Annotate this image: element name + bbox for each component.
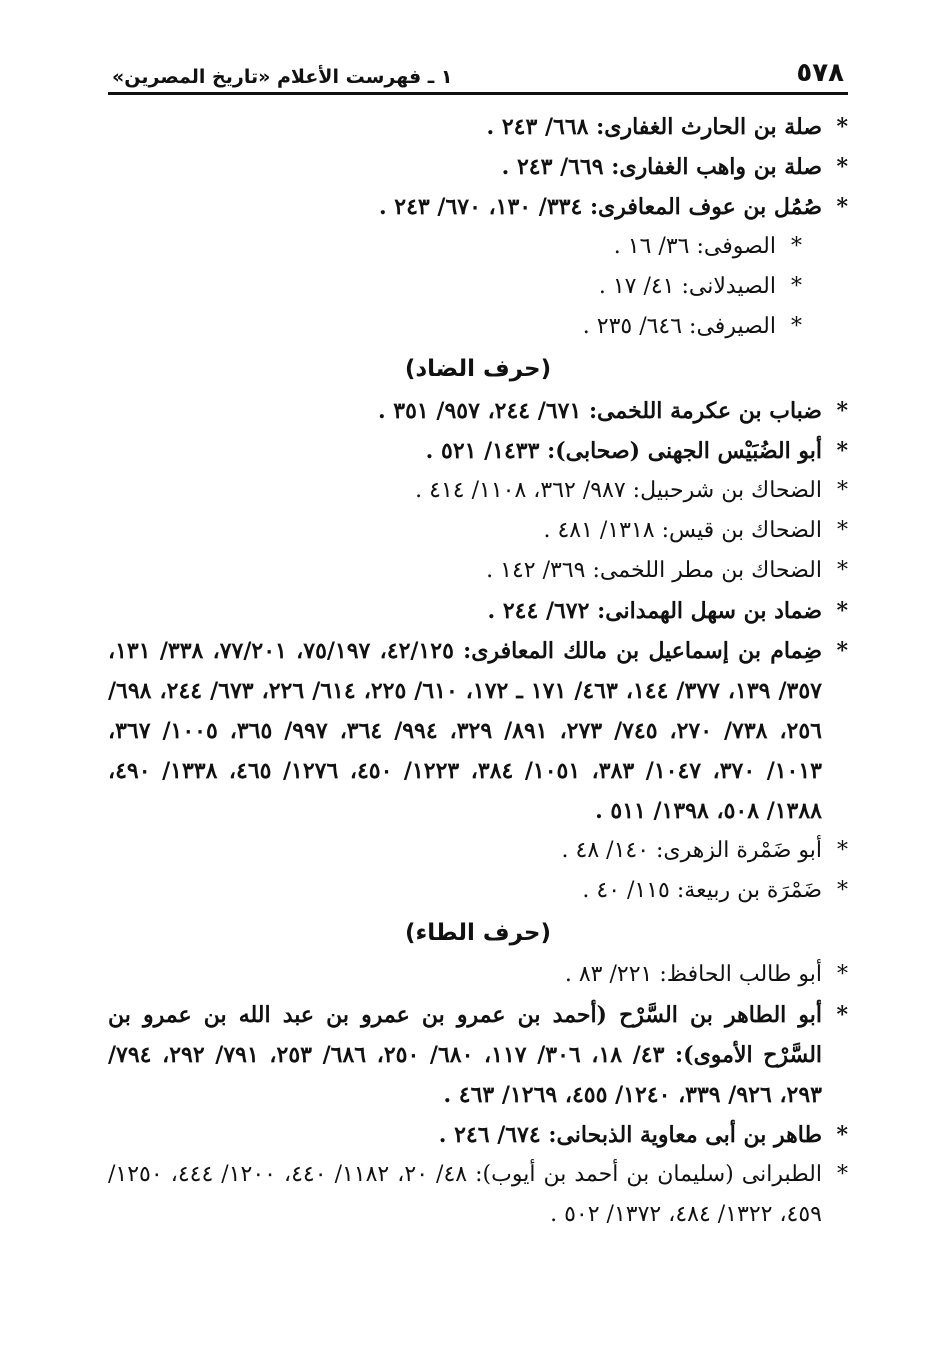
entry-text: صلة بن واهب الغفارى: ٦٦٩/ ٢٤٣ . [501, 154, 822, 180]
entry-text: الصوفى: ٣٦/ ١٦ . [613, 234, 776, 259]
entry-text: أبو الضُبَيْس الجهنى (صحابى): ١٤٣٣/ ٥٢١ . [425, 438, 822, 464]
entry-text: أبو الطاهر بن السَّرْح (أحمد بن عمرو بن عمرو بن عبد الله بن عمرو بن السَّرْح الأموى): ٤٣/ ١٨، ٣٠٦/ ١١٧، ٦٨٠/ ٢٥٠، ٦٨٦/ ٢٥٣، ٧٩١/ ٢٩٢، ٧٩٤/ ٢٩٣، ٩٢٦/ ٣٣٩، ١٢٤٠/ ٤٥٥، ١٢٦٩/ ٤٦٣ . [108, 1002, 823, 1108]
bullet-icon: * [791, 234, 802, 259]
entry-text: أبو طالب الحافظ: ٢٢١/ ٨٣ . [564, 962, 822, 987]
bullet-icon: * [836, 1122, 848, 1148]
index-entry [108, 631, 848, 831]
entry-text: الطبرانى (سليمان بن أحمد بن أيوب): ٤٨/ ٢٠، ١١٨٢/ ٤٤٠، ١٢٠٠/ ٤٤٤، ١٢٥٠/ ٤٥٩، ١٣٢٢/ ٤٨٤، ١٣٧٢/ ٥٠٢ . [108, 1162, 822, 1227]
bullet-icon: * [837, 838, 848, 863]
section-heading-dad: (حرف الضاد) [404, 356, 552, 382]
entry-text: الصيرفى: ٦٤٦/ ٢٣٥ . [582, 314, 776, 339]
index-entry [108, 227, 848, 267]
entry-text: أبو ضَمْرة الزهرى: ١٤٠/ ٤٨ . [561, 838, 822, 863]
bullet-icon: * [836, 1002, 848, 1028]
index-entry [108, 995, 848, 1115]
index-entry [108, 871, 848, 911]
entry-text: الضحاك بن شرحبيل: ٩٨٧/ ٣٦٢، ١١٠٨/ ٤١٤ . [415, 478, 822, 503]
bullet-icon: * [837, 1162, 848, 1187]
entry-text: ضِمام بن إسماعيل بن مالك المعافرى: ٤٢/١٢٥، ٧٥/١٩٧، ٧٧/٢٠١، ٣٣٨/ ١٣١، ٣٥٧/ ١٣٩، ٣٧٧/ ١٤٤، ٤٦٣/ ١٧١ ـ ١٧٢، ٦١٠/ ٢٢٥، ٦١٤/ ٢٢٦، ٦٧٣/ ٢٤٤، ٦٩٨/ ٢٥٦، ٧٣٨/ ٢٧٠، ٧٤٥/ ٢٧٣، ٨٩١/ ٣٢٩، ٩٩٤/ ٣٦٤، ٩٩٧/ ٣٦٥، ١٠٠٥/ ٣٦٧، ١٠١٣/ ٣٧٠، ١٠٤٧/ ٣٨٣، ١٠٥١/ ٣٨٤، ١٢٢٣/ ٤٥٠، ١٢٧٦/ ٤٦٥، ١٣٣٨/ ٤٩٠، ١٣٨٨/ ٥٠٨، ١٣٩٨/ ٥١١ . [108, 638, 823, 824]
entry-text: الضحاك بن مطر اللخمى: ٣٦٩/ ١٤٢ . [486, 558, 822, 583]
bullet-icon: * [837, 878, 848, 903]
book-page [108, 50, 848, 1235]
entry-text: صُمُل بن عوف المعافرى: ٣٣٤/ ١٣٠، ٦٧٠/ ٢٤٣ . [378, 194, 822, 220]
index-entry [108, 307, 848, 347]
bullet-icon: * [836, 154, 848, 180]
index-entry [108, 267, 848, 307]
page-number: ٥٧٨ [796, 58, 844, 88]
index-entry [108, 955, 848, 995]
index-entry [108, 471, 848, 511]
bullet-icon: * [837, 478, 848, 503]
index-entry [108, 1115, 848, 1155]
bullet-icon: * [836, 194, 848, 220]
index-entry [108, 591, 848, 631]
index-entry [108, 431, 848, 471]
entry-text: صلة بن الحارث الغفارى: ٦٦٨/ ٢٤٣ . [486, 114, 822, 140]
entry-text: ضباب بن عكرمة اللخمى: ٦٧١/ ٢٤٤، ٩٥٧/ ٣٥١ . [377, 398, 822, 424]
bullet-icon: * [836, 598, 848, 624]
index-entry [108, 147, 848, 187]
index-entries [108, 107, 848, 1235]
section-heading-ta: (حرف الطاء) [405, 920, 551, 946]
bullet-icon: * [836, 638, 849, 664]
index-entry [108, 107, 848, 147]
index-entry [108, 391, 848, 431]
bullet-icon: * [837, 518, 848, 543]
index-entry [108, 1155, 848, 1235]
bullet-icon: * [791, 274, 802, 299]
entry-text: ضماد بن سهل الهمدانى: ٦٧٢/ ٢٤٤ . [487, 598, 822, 624]
index-entry [108, 511, 848, 551]
bullet-icon: * [791, 314, 802, 339]
entry-text: الصيدلانى: ٤١/ ١٧ . [598, 274, 776, 299]
bullet-icon: * [836, 114, 848, 140]
bullet-icon: * [836, 438, 848, 464]
entry-text: ضَمْرَة بن ربيعة: ١١٥/ ٤٠ . [582, 878, 822, 903]
entry-text: طاهر بن أبى معاوية الذبحانى: ٦٧٤/ ٢٤٦ . [438, 1122, 822, 1148]
bullet-icon: * [837, 558, 848, 583]
page-header [108, 50, 848, 95]
bullet-icon: * [836, 398, 848, 424]
index-entry [108, 831, 848, 871]
bullet-icon: * [837, 962, 848, 987]
index-entry [108, 187, 848, 227]
index-entry [108, 551, 848, 591]
entry-text: الضحاك بن قيس: ١٣١٨/ ٤٨١ . [543, 518, 822, 543]
running-title: ١ ـ فهرست الأعلام «تاريخ المصرين» [112, 66, 453, 88]
